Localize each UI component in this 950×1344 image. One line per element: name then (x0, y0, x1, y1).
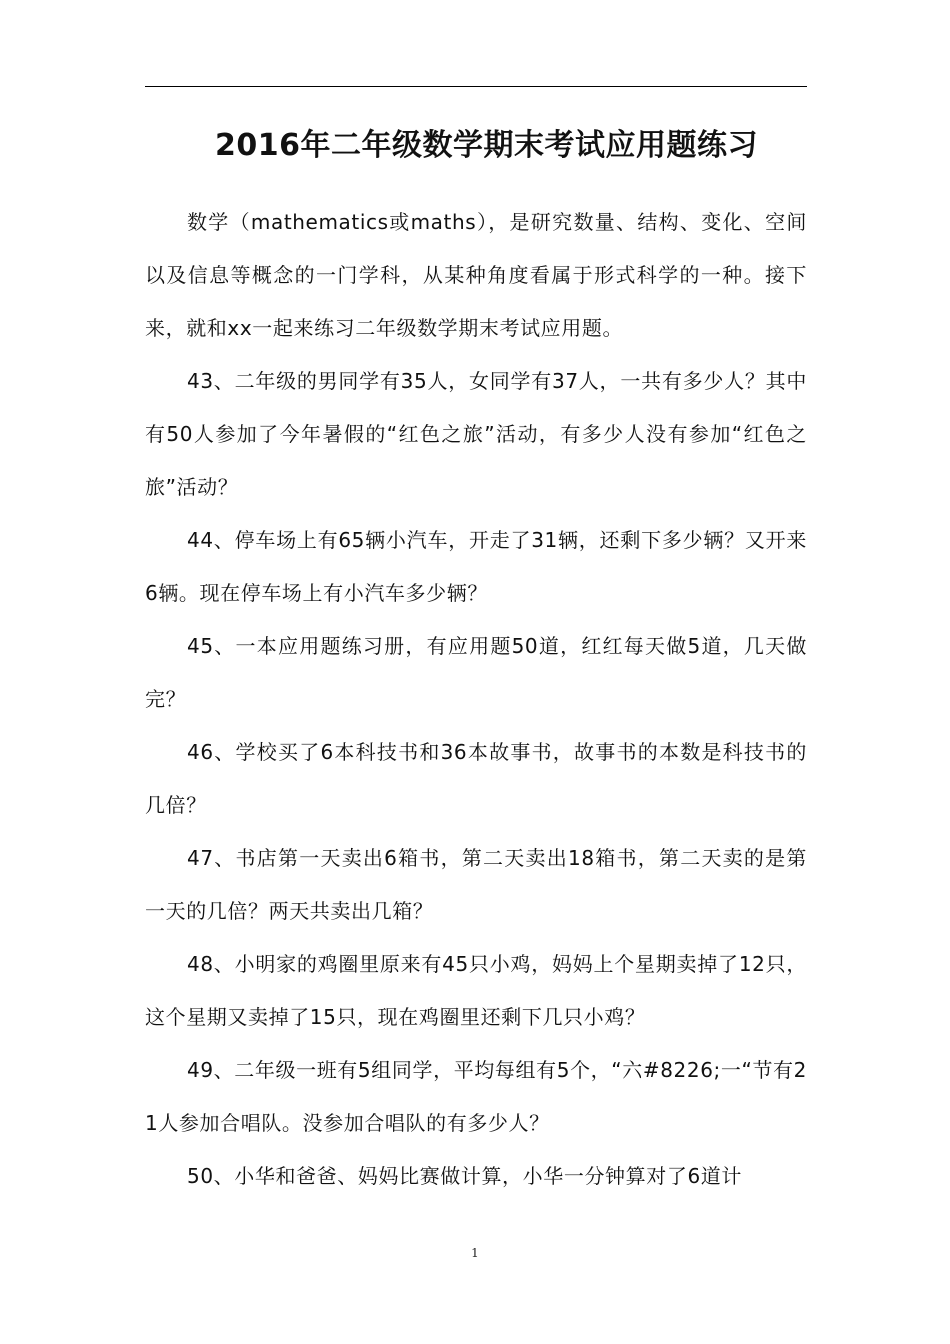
question-45: 45、一本应用题练习册，有应用题50道，红红每天做5道，几天做完？ (145, 634, 807, 711)
question-48: 48、小明家的鸡圈里原来有45只小鸡，妈妈上个星期卖掉了12只，这个星期又卖掉了15只，现在鸡圈里还剩下几只小鸡？ (145, 952, 807, 1029)
document-title: 2016年二年级数学期末考试应用题练习 (215, 128, 758, 163)
header-rule (145, 86, 807, 87)
question-50: 50、小华和爸爸、妈妈比赛做计算，小华一分钟算对了6道计 (187, 1164, 742, 1188)
question-49: 49、二年级一班有5组同学，平均每组有5个，“六#8226;一“节有21人参加合唱队。没参加合唱队的有多少人？ (145, 1058, 807, 1135)
question-47: 47、书店第一天卖出6箱书，第二天卖出18箱书，第二天卖的是第一天的几倍？两天共卖出几箱？ (145, 846, 807, 923)
question-43: 43、二年级的男同学有35人，女同学有37人，一共有多少人？其中有50人参加了今年暑假的“红色之旅”活动，有多少人没有参加“红色之旅”活动？ (145, 369, 807, 499)
question-44: 44、停车场上有65辆小汽车，开走了31辆，还剩下多少辆？又开来6辆。现在停车场上有小汽车多少辆？ (145, 528, 807, 605)
question-46: 46、学校买了6本科技书和36本故事书，故事书的本数是科技书的几倍？ (145, 740, 807, 817)
page-number: 1 (471, 1246, 479, 1260)
intro-paragraph: 数学（mathematics或maths），是研究数量、结构、变化、空间以及信息等概念的一门学科，从某种角度看属于形式科学的一种。接下来，就和xx一起来练习二年级数学期末考试应用题。 (145, 210, 807, 340)
document-body (145, 196, 807, 1203)
